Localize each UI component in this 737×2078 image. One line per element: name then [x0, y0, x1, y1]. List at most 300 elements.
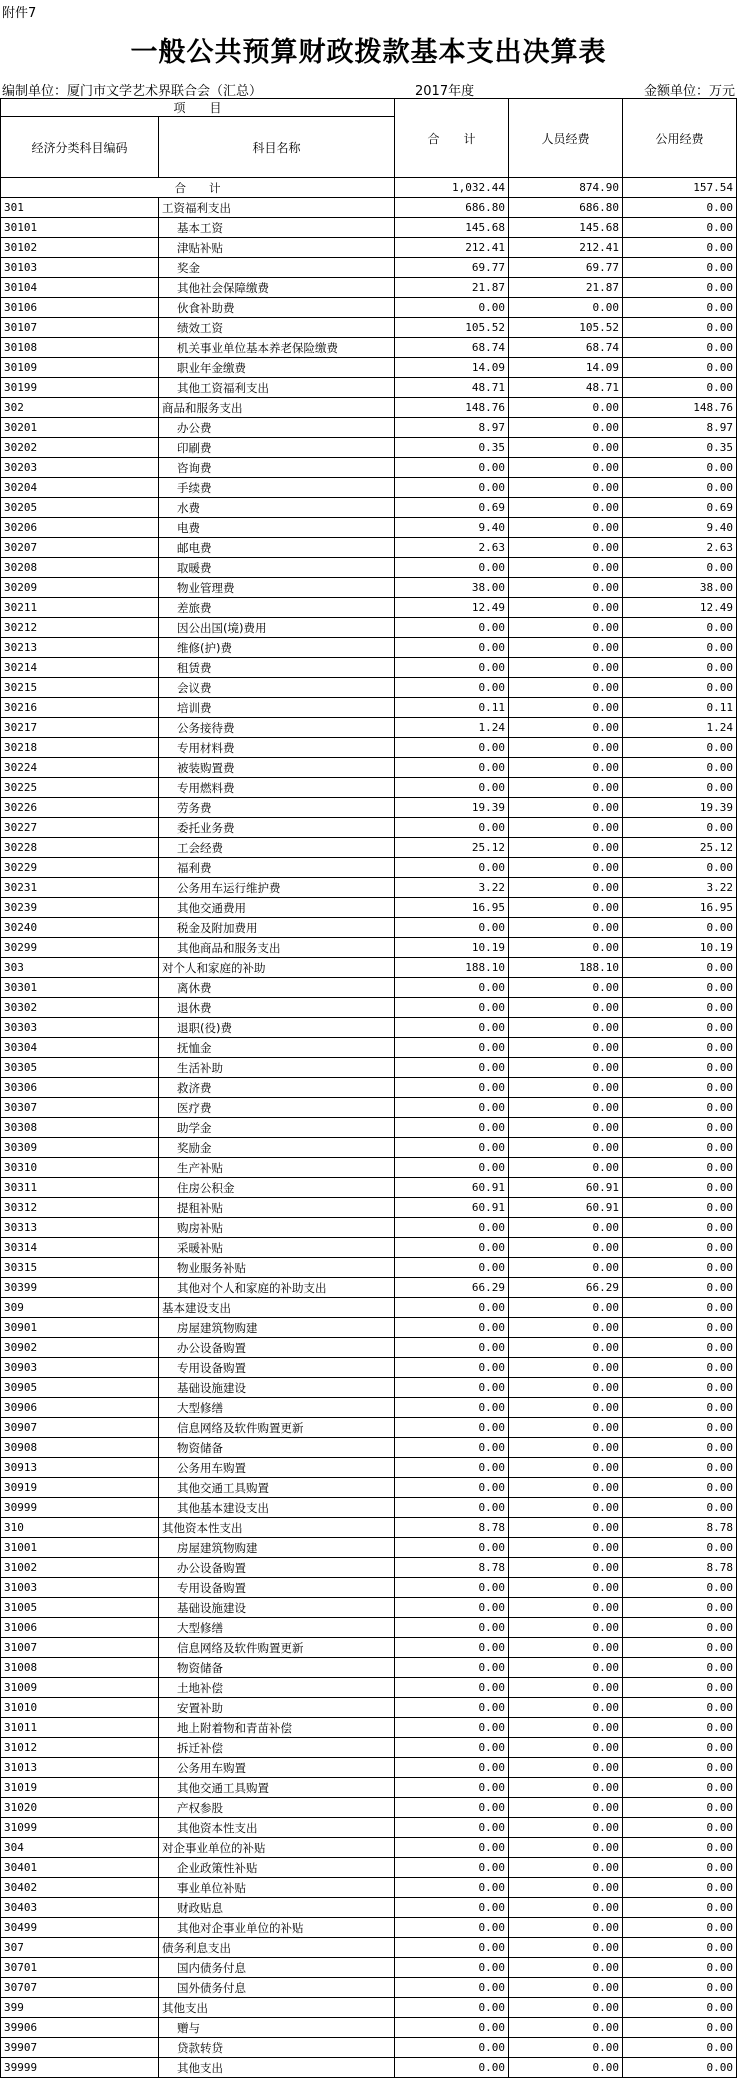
- row-personnel: 60.91: [509, 1198, 623, 1218]
- row-personnel: 188.10: [509, 958, 623, 978]
- row-personnel: 0.00: [509, 618, 623, 638]
- row-name: 物业管理费: [159, 578, 395, 598]
- row-code: 30905: [1, 1378, 159, 1398]
- row-public: 0.00: [623, 1638, 737, 1658]
- row-total: 16.95: [395, 898, 509, 918]
- row-personnel: 68.74: [509, 338, 623, 358]
- row-code: 303: [1, 958, 159, 978]
- row-public: 0.00: [623, 278, 737, 298]
- row-personnel: 0.00: [509, 838, 623, 858]
- row-name: 工资福利支出: [159, 198, 395, 218]
- row-name: 奖励金: [159, 1138, 395, 1158]
- row-name: 国外债务付息: [159, 1978, 395, 1998]
- table-row: [1, 758, 737, 778]
- row-name: 财政贴息: [159, 1898, 395, 1918]
- row-total: 0.00: [395, 1118, 509, 1138]
- row-total: 3.22: [395, 878, 509, 898]
- row-code: 30214: [1, 658, 159, 678]
- row-name: 债务利息支出: [159, 1938, 395, 1958]
- row-public: 0.11: [623, 698, 737, 718]
- table-row: [1, 778, 737, 798]
- row-name: 委托业务费: [159, 818, 395, 838]
- row-total: 48.71: [395, 378, 509, 398]
- row-code: 30313: [1, 1218, 159, 1238]
- row-personnel: 0.00: [509, 398, 623, 418]
- row-personnel: 0.00: [509, 1918, 623, 1938]
- row-total: 14.09: [395, 358, 509, 378]
- row-code: 30208: [1, 558, 159, 578]
- row-personnel: 0.00: [509, 1558, 623, 1578]
- table-row: [1, 1618, 737, 1638]
- row-public: 0.00: [623, 978, 737, 998]
- row-name: 对企事业单位的补贴: [159, 1838, 395, 1858]
- row-name: 土地补偿: [159, 1678, 395, 1698]
- row-total: 0.00: [395, 1578, 509, 1598]
- row-code: 30106: [1, 298, 159, 318]
- row-code: 30203: [1, 458, 159, 478]
- row-personnel: 105.52: [509, 318, 623, 338]
- table-row: [1, 638, 737, 658]
- row-code: 309: [1, 1298, 159, 1318]
- row-code: 30311: [1, 1178, 159, 1198]
- table-row: [1, 1718, 737, 1738]
- table-row: [1, 598, 737, 618]
- row-total: 0.35: [395, 438, 509, 458]
- row-code: 30901: [1, 1318, 159, 1338]
- row-public: 0.00: [623, 358, 737, 378]
- row-name: 维修(护)费: [159, 638, 395, 658]
- row-public: 0.00: [623, 1178, 737, 1198]
- row-code: 30308: [1, 1118, 159, 1138]
- table-row: [1, 618, 737, 638]
- row-public: 0.00: [623, 1858, 737, 1878]
- row-code: 30999: [1, 1498, 159, 1518]
- row-total: 0.00: [395, 658, 509, 678]
- row-total: 0.00: [395, 1078, 509, 1098]
- row-code: 30209: [1, 578, 159, 598]
- row-personnel: 0.00: [509, 1758, 623, 1778]
- table-row: [1, 238, 737, 258]
- row-name: 取暖费: [159, 558, 395, 578]
- table-row: [1, 258, 737, 278]
- table-row: [1, 1918, 737, 1938]
- row-public: 0.00: [623, 1058, 737, 1078]
- row-personnel: 0.00: [509, 1778, 623, 1798]
- row-code: 30231: [1, 878, 159, 898]
- row-total: 0.00: [395, 1818, 509, 1838]
- row-personnel: 0.00: [509, 998, 623, 1018]
- row-total: 0.00: [395, 1618, 509, 1638]
- row-public: 0.00: [623, 858, 737, 878]
- row-total: 0.00: [395, 298, 509, 318]
- row-name: 住房公积金: [159, 1178, 395, 1198]
- row-total: 19.39: [395, 798, 509, 818]
- table-row: [1, 1538, 737, 1558]
- row-name: 其他基本建设支出: [159, 1498, 395, 1518]
- row-name: 会议费: [159, 678, 395, 698]
- row-name: 其他交通工具购置: [159, 1778, 395, 1798]
- row-personnel: 21.87: [509, 278, 623, 298]
- table-row: [1, 1878, 737, 1898]
- row-total: 60.91: [395, 1198, 509, 1218]
- row-name: 大型修缮: [159, 1398, 395, 1418]
- row-code: 30212: [1, 618, 159, 638]
- row-code: 30312: [1, 1198, 159, 1218]
- row-total: 0.00: [395, 1958, 509, 1978]
- table-row: [1, 838, 737, 858]
- table-row: [1, 298, 737, 318]
- row-total: 9.40: [395, 518, 509, 538]
- table-row: [1, 1498, 737, 1518]
- row-public: 0.00: [623, 1718, 737, 1738]
- row-name: 商品和服务支出: [159, 398, 395, 418]
- total-row: [1, 178, 737, 198]
- row-personnel: 0.00: [509, 658, 623, 678]
- row-code: 30399: [1, 1278, 159, 1298]
- table-row: [1, 1078, 737, 1098]
- table-row: [1, 1898, 737, 1918]
- row-name: 物业服务补贴: [159, 1258, 395, 1278]
- row-total: 10.19: [395, 938, 509, 958]
- row-personnel: 0.00: [509, 1958, 623, 1978]
- row-name: 津贴补贴: [159, 238, 395, 258]
- row-public: 0.00: [623, 1278, 737, 1298]
- table-row: [1, 1958, 737, 1978]
- row-code: 30402: [1, 1878, 159, 1898]
- row-name: 信息网络及软件购置更新: [159, 1418, 395, 1438]
- name-column-header: 科目名称: [159, 117, 395, 178]
- row-public: 0.00: [623, 458, 737, 478]
- row-public: 0.00: [623, 338, 737, 358]
- row-code: 31007: [1, 1638, 159, 1658]
- row-public: 0.00: [623, 1698, 737, 1718]
- row-total: 0.00: [395, 2058, 509, 2078]
- table-row: [1, 998, 737, 1018]
- row-name: 办公设备购置: [159, 1338, 395, 1358]
- row-public: 25.12: [623, 838, 737, 858]
- row-code: 39907: [1, 2038, 159, 2058]
- row-total: 0.00: [395, 1438, 509, 1458]
- row-code: 30240: [1, 918, 159, 938]
- row-public: 9.40: [623, 518, 737, 538]
- table-row: [1, 1158, 737, 1178]
- table-row: [1, 1238, 737, 1258]
- table-row: [1, 918, 737, 938]
- row-name: 伙食补助费: [159, 298, 395, 318]
- row-total: 0.00: [395, 1538, 509, 1558]
- row-code: 30315: [1, 1258, 159, 1278]
- row-code: 31002: [1, 1558, 159, 1578]
- row-personnel: 0.00: [509, 1878, 623, 1898]
- row-public: 0.00: [623, 1078, 737, 1098]
- row-name: 信息网络及软件购置更新: [159, 1638, 395, 1658]
- row-personnel: 0.00: [509, 718, 623, 738]
- row-code: 304: [1, 1838, 159, 1858]
- row-code: 30199: [1, 378, 159, 398]
- row-public: 0.00: [623, 638, 737, 658]
- row-name: 职业年金缴费: [159, 358, 395, 378]
- table-row: [1, 1858, 737, 1878]
- row-personnel: 60.91: [509, 1178, 623, 1198]
- row-personnel: 0.00: [509, 1058, 623, 1078]
- row-personnel: 0.00: [509, 1478, 623, 1498]
- row-name: 退职(役)费: [159, 1018, 395, 1038]
- table-row: [1, 1318, 737, 1338]
- row-total: 25.12: [395, 838, 509, 858]
- row-code: 30218: [1, 738, 159, 758]
- total-column-header: 合 计: [395, 99, 509, 178]
- row-code: 30299: [1, 938, 159, 958]
- row-public: 0.00: [623, 2038, 737, 2058]
- row-total: 0.00: [395, 1098, 509, 1118]
- table-row: [1, 958, 737, 978]
- row-personnel: 0.00: [509, 298, 623, 318]
- row-personnel: 0.00: [509, 1038, 623, 1058]
- row-personnel: 0.00: [509, 1858, 623, 1878]
- row-name: 其他对个人和家庭的补助支出: [159, 1278, 395, 1298]
- row-total: 12.49: [395, 598, 509, 618]
- row-total: 0.00: [395, 1378, 509, 1398]
- row-public: 0.00: [623, 298, 737, 318]
- row-name: 培训费: [159, 698, 395, 718]
- row-total: 0.00: [395, 778, 509, 798]
- table-row: [1, 358, 737, 378]
- table-row: [1, 1178, 737, 1198]
- row-name: 采暖补贴: [159, 1238, 395, 1258]
- row-public: 0.00: [623, 258, 737, 278]
- row-name: 医疗费: [159, 1098, 395, 1118]
- table-row: [1, 1198, 737, 1218]
- row-personnel: 0.00: [509, 1598, 623, 1618]
- row-public: 19.39: [623, 798, 737, 818]
- row-name: 抚恤金: [159, 1038, 395, 1058]
- table-row: [1, 1638, 737, 1658]
- row-total: 0.00: [395, 1398, 509, 1418]
- row-name: 退休费: [159, 998, 395, 1018]
- table-row: [1, 1218, 737, 1238]
- row-total: 69.77: [395, 258, 509, 278]
- row-name: 基础设施建设: [159, 1378, 395, 1398]
- row-code: 31099: [1, 1818, 159, 1838]
- row-code: 30102: [1, 238, 159, 258]
- page-title: 一般公共预算财政拨款基本支出决算表: [130, 37, 607, 68]
- row-name: 事业单位补贴: [159, 1878, 395, 1898]
- row-code: 30107: [1, 318, 159, 338]
- row-code: 30225: [1, 778, 159, 798]
- row-name: 产权参股: [159, 1798, 395, 1818]
- row-total: 148.76: [395, 398, 509, 418]
- row-total: 0.00: [395, 1298, 509, 1318]
- row-personnel: 0.00: [509, 1678, 623, 1698]
- row-public: 0.00: [623, 1418, 737, 1438]
- row-personnel: 0.00: [509, 1578, 623, 1598]
- row-name: 邮电费: [159, 538, 395, 558]
- row-personnel: 0.00: [509, 1458, 623, 1478]
- row-code: 307: [1, 1938, 159, 1958]
- currency-unit: 金额单位：万元: [643, 84, 735, 99]
- row-public: 0.00: [623, 1138, 737, 1158]
- row-public: 3.22: [623, 878, 737, 898]
- row-code: 31019: [1, 1778, 159, 1798]
- row-personnel: 69.77: [509, 258, 623, 278]
- row-code: 30206: [1, 518, 159, 538]
- row-personnel: 0.00: [509, 1238, 623, 1258]
- row-total: 0.00: [395, 758, 509, 778]
- row-personnel: 0.00: [509, 778, 623, 798]
- row-code: 30499: [1, 1918, 159, 1938]
- row-public: 0.00: [623, 1958, 737, 1978]
- row-public: 0.00: [623, 1298, 737, 1318]
- table-row: [1, 1758, 737, 1778]
- row-name: 赠与: [159, 2018, 395, 2038]
- row-personnel: 0.00: [509, 1838, 623, 1858]
- row-name: 救济费: [159, 1078, 395, 1098]
- row-name: 房屋建筑物购建: [159, 1538, 395, 1558]
- row-code: 301: [1, 198, 159, 218]
- row-public: 1.24: [623, 718, 737, 738]
- row-code: 30201: [1, 418, 159, 438]
- table-row: [1, 2038, 737, 2058]
- row-personnel: 0.00: [509, 1698, 623, 1718]
- row-personnel: 0.00: [509, 1658, 623, 1678]
- row-personnel: 0.00: [509, 1378, 623, 1398]
- table-row: [1, 1378, 737, 1398]
- row-public: 0.00: [623, 1018, 737, 1038]
- row-total: 0.00: [395, 1238, 509, 1258]
- row-public: 0.00: [623, 1738, 737, 1758]
- row-public: 0.00: [623, 1918, 737, 1938]
- row-public: 12.49: [623, 598, 737, 618]
- row-public: 16.95: [623, 898, 737, 918]
- row-total: 145.68: [395, 218, 509, 238]
- row-personnel: 0.00: [509, 818, 623, 838]
- row-code: 30104: [1, 278, 159, 298]
- row-public: 0.00: [623, 1598, 737, 1618]
- row-public: 0.00: [623, 1678, 737, 1698]
- row-code: 30913: [1, 1458, 159, 1478]
- row-personnel: 0.00: [509, 918, 623, 938]
- row-code: 30101: [1, 218, 159, 238]
- row-personnel: 0.00: [509, 1978, 623, 1998]
- row-public: 0.00: [623, 818, 737, 838]
- row-public: 0.00: [623, 998, 737, 1018]
- row-total: 0.00: [395, 1738, 509, 1758]
- row-name: 被装购置费: [159, 758, 395, 778]
- row-total: 0.00: [395, 1858, 509, 1878]
- row-total: 21.87: [395, 278, 509, 298]
- row-total: 0.00: [395, 1898, 509, 1918]
- row-code: 30108: [1, 338, 159, 358]
- row-total: 0.00: [395, 1498, 509, 1518]
- table-row: [1, 1058, 737, 1078]
- row-total: 8.78: [395, 1558, 509, 1578]
- row-code: 30239: [1, 898, 159, 918]
- table-row: [1, 1738, 737, 1758]
- row-public: 0.00: [623, 1158, 737, 1178]
- row-personnel: 0.00: [509, 1498, 623, 1518]
- table-row: [1, 1018, 737, 1038]
- row-personnel: 48.71: [509, 378, 623, 398]
- row-name: 其他工资福利支出: [159, 378, 395, 398]
- row-public: 0.00: [623, 758, 737, 778]
- row-total: 0.00: [395, 1978, 509, 1998]
- table-row: [1, 458, 737, 478]
- row-name: 公务用车运行维护费: [159, 878, 395, 898]
- row-name: 专用燃料费: [159, 778, 395, 798]
- table-row: [1, 278, 737, 298]
- row-code: 30401: [1, 1858, 159, 1878]
- row-name: 水费: [159, 498, 395, 518]
- row-code: 30305: [1, 1058, 159, 1078]
- row-public: 0.00: [623, 1618, 737, 1638]
- row-total: 212.41: [395, 238, 509, 258]
- row-public: 0.00: [623, 1578, 737, 1598]
- row-code: 30303: [1, 1018, 159, 1038]
- row-total: 38.00: [395, 578, 509, 598]
- row-public: 0.00: [623, 1838, 737, 1858]
- row-name: 福利费: [159, 858, 395, 878]
- row-personnel: 0.00: [509, 1398, 623, 1418]
- row-name: 拆迁补偿: [159, 1738, 395, 1758]
- row-total: 0.00: [395, 1678, 509, 1698]
- row-name: 其他支出: [159, 1998, 395, 2018]
- row-personnel: 0.00: [509, 1298, 623, 1318]
- row-code: 30217: [1, 718, 159, 738]
- table-row: [1, 798, 737, 818]
- personnel-column-header: 人员经费: [509, 99, 623, 178]
- row-total: 0.00: [395, 858, 509, 878]
- row-personnel: 0.00: [509, 598, 623, 618]
- table-row: [1, 1558, 737, 1578]
- row-total: 8.97: [395, 418, 509, 438]
- row-total: 68.74: [395, 338, 509, 358]
- row-code: 399: [1, 1998, 159, 2018]
- row-name: 地上附着物和青苗补偿: [159, 1718, 395, 1738]
- table-row: [1, 1838, 737, 1858]
- row-code: 31005: [1, 1598, 159, 1618]
- row-code: 30403: [1, 1898, 159, 1918]
- total-row-public: 157.54: [623, 178, 737, 198]
- row-personnel: 0.00: [509, 1078, 623, 1098]
- row-personnel: 0.00: [509, 1738, 623, 1758]
- row-public: 0.00: [623, 1898, 737, 1918]
- row-code: 30304: [1, 1038, 159, 1058]
- table-row: [1, 398, 737, 418]
- row-public: 0.00: [623, 1658, 737, 1678]
- row-name: 离休费: [159, 978, 395, 998]
- table-row: [1, 418, 737, 438]
- row-name: 提租补贴: [159, 1198, 395, 1218]
- row-code: 30229: [1, 858, 159, 878]
- row-code: 31010: [1, 1698, 159, 1718]
- table-row: [1, 1798, 737, 1818]
- row-total: 686.80: [395, 198, 509, 218]
- row-name: 大型修缮: [159, 1618, 395, 1638]
- row-code: 30216: [1, 698, 159, 718]
- row-total: 0.00: [395, 1138, 509, 1158]
- row-public: 0.00: [623, 218, 737, 238]
- row-name: 其他交通工具购置: [159, 1478, 395, 1498]
- table-row: [1, 478, 737, 498]
- table-row: [1, 698, 737, 718]
- row-total: 0.69: [395, 498, 509, 518]
- row-name: 咨询费: [159, 458, 395, 478]
- table-row: [1, 1338, 737, 1358]
- row-public: 0.00: [623, 558, 737, 578]
- table-row: [1, 1458, 737, 1478]
- row-code: 302: [1, 398, 159, 418]
- row-public: 148.76: [623, 398, 737, 418]
